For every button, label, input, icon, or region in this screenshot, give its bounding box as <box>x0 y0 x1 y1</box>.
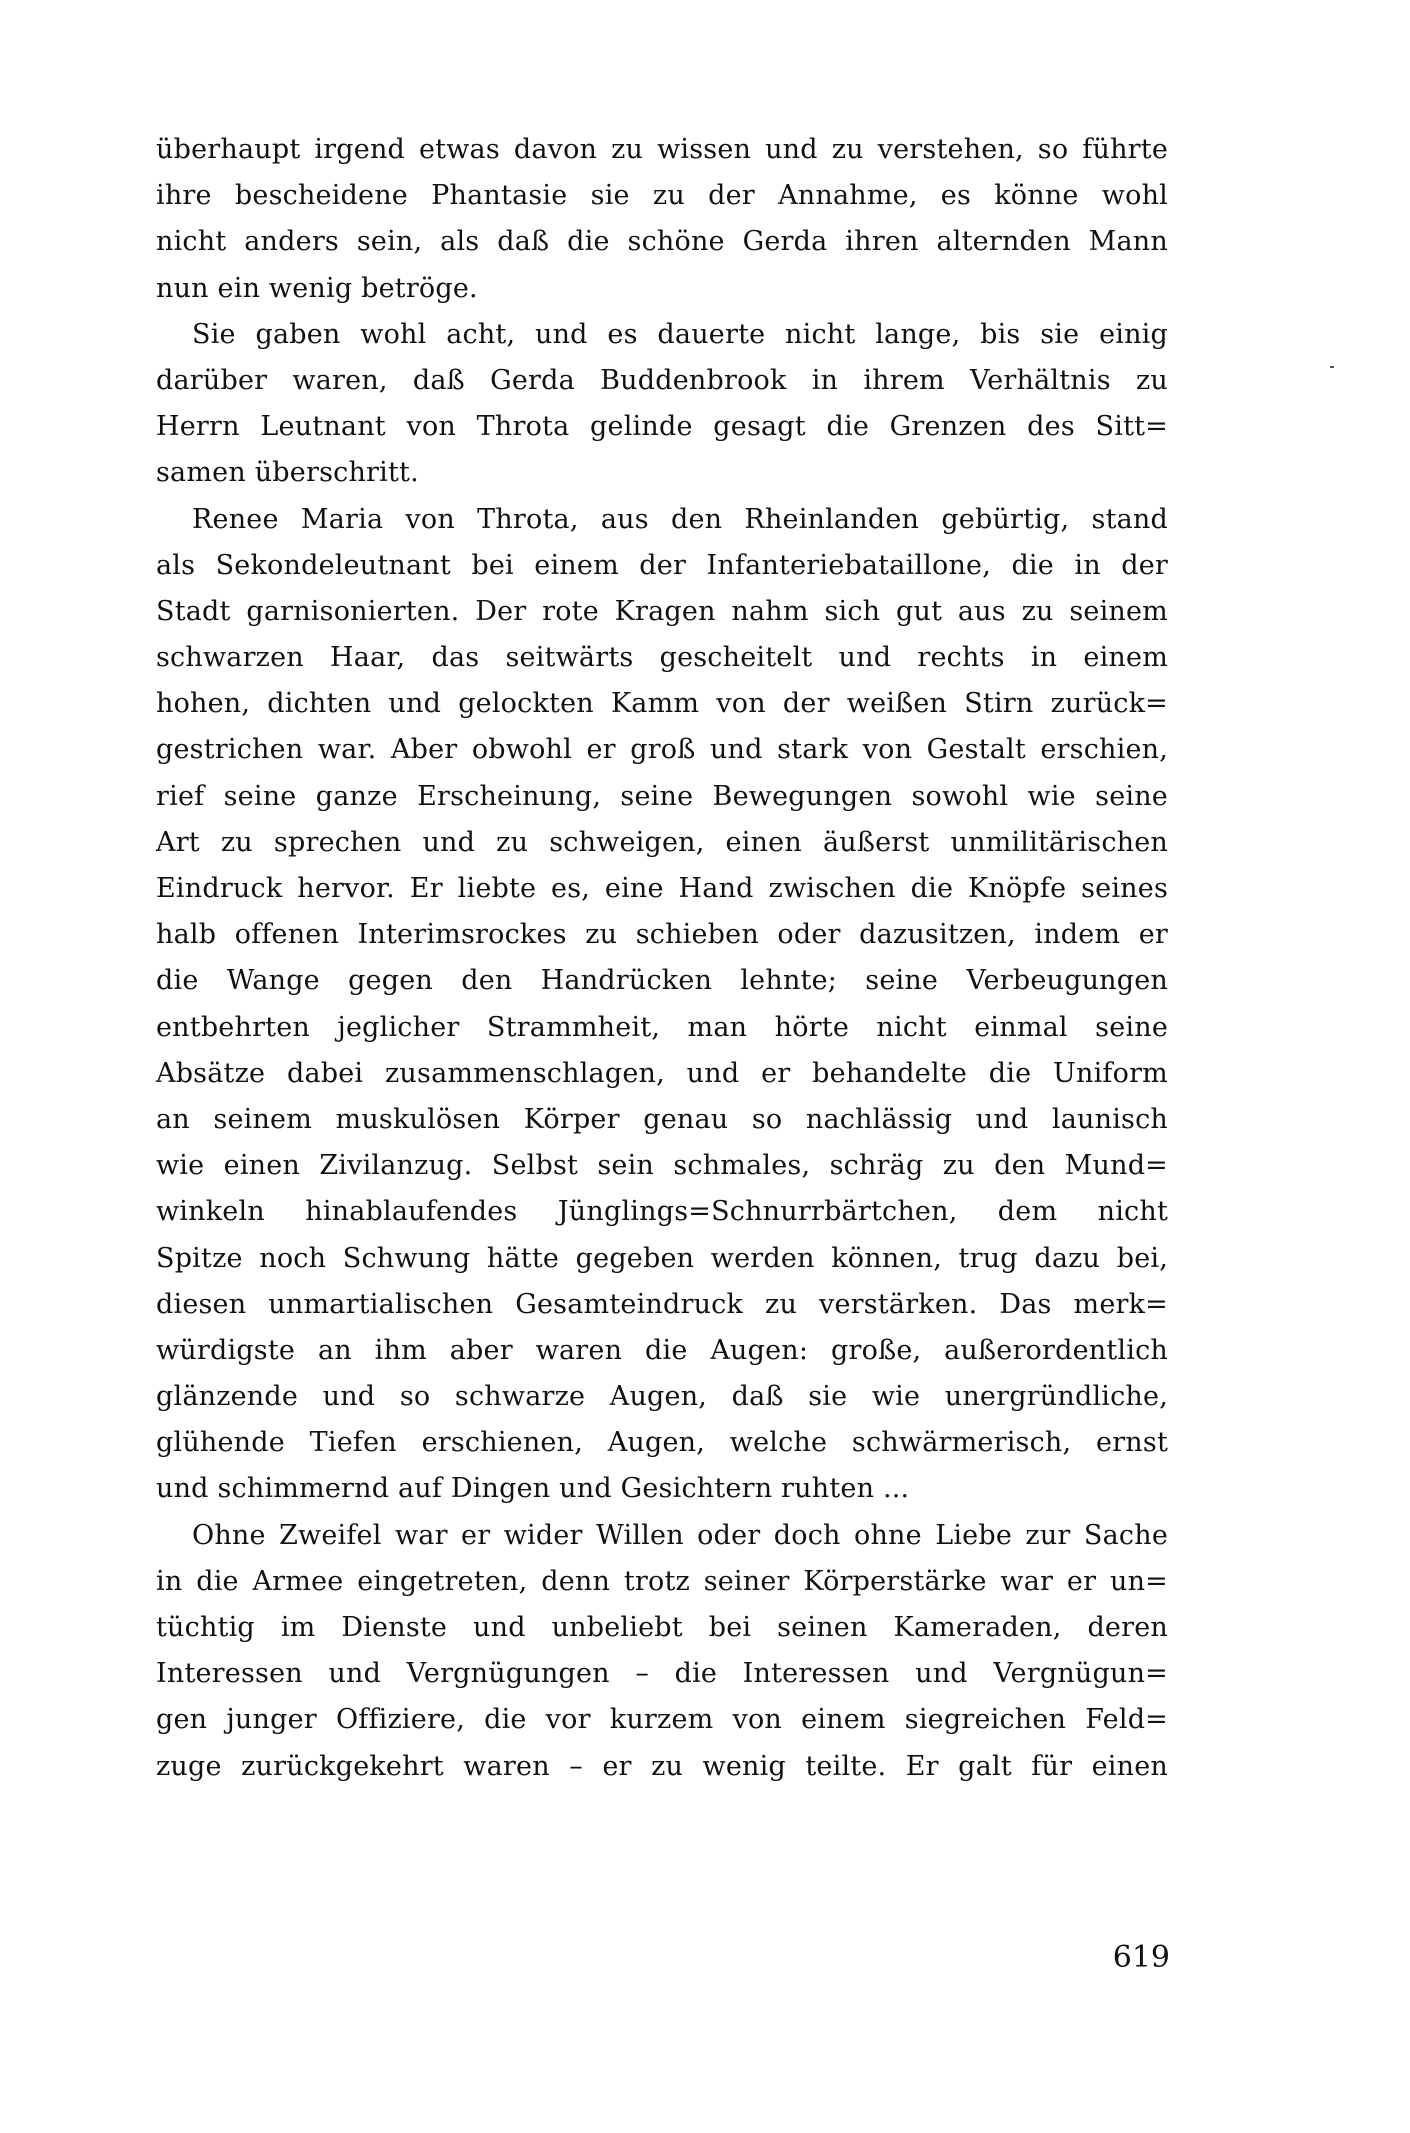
text-line: entbehrten jeglicher Strammheit, man hörte nicht einmal seine <box>156 1011 1168 1043</box>
text-line: gen junger Offiziere, die vor kurzem von einem siegreichen Feld= <box>156 1704 1168 1736</box>
text-line: Interessen und Vergnügungen – die Interessen und Vergnügun= <box>156 1658 1168 1690</box>
text-line: samen überschritt. <box>156 457 419 489</box>
paragraph-start-line: Ohne Zweifel war er wider Willen oder doch ohne Liebe zur Sache <box>192 1519 1168 1551</box>
text-line: würdigste an ihm aber waren die Augen: große, außerordentlich <box>156 1334 1168 1366</box>
text-line: Stadt garnisonierten. Der rote Kragen nahm sich gut aus zu seinem <box>156 595 1168 627</box>
paragraph-start-line: Renee Maria von Throta, aus den Rheinlanden gebürtig, stand <box>192 503 1168 535</box>
text-line: glänzende und so schwarze Augen, daß sie wie unergründliche, <box>156 1381 1168 1413</box>
text-line: Absätze dabei zusammenschlagen, und er behandelte die Uniform <box>156 1057 1168 1089</box>
text-line: Art zu sprechen und zu schweigen, einen äußerst unmilitärischen <box>156 826 1168 858</box>
text-line: hohen, dichten und gelockten Kamm von der weißen Stirn zurück= <box>156 688 1168 720</box>
text-line: Herrn Leutnant von Throta gelinde gesagt die Grenzen des Sitt= <box>156 411 1168 443</box>
paragraph-start-line: Sie gaben wohl acht, und es dauerte nicht lange, bis sie einig <box>192 318 1168 350</box>
text-line: nun ein wenig betröge. <box>156 272 478 304</box>
text-line: und schimmernd auf Dingen und Gesichtern ruhten ... <box>156 1473 910 1505</box>
text-line: an seinem muskulösen Körper genau so nachlässig und launisch <box>156 1103 1168 1135</box>
text-line: gestrichen war. Aber obwohl er groß und stark von Gestalt erschien, <box>156 734 1168 766</box>
text-line: winkeln hinablaufendes Jünglings=Schnurrbärtchen, dem nicht <box>156 1196 1168 1228</box>
text-line: tüchtig im Dienste und unbeliebt bei seinen Kameraden, deren <box>156 1612 1168 1643</box>
body-text <box>156 127 1168 1790</box>
text-line: Spitze noch Schwung hätte gegeben werden können, trug dazu bei, <box>156 1242 1168 1274</box>
text-line: in die Armee eingetreten, denn trotz seiner Körperstärke war er un= <box>156 1565 1168 1597</box>
text-line: glühende Tiefen erschienen, Augen, welche schwärmerisch, ernst <box>156 1427 1168 1459</box>
text-line: zuge zurückgekehrt waren – er zu wenig teilte. Er galt für einen <box>156 1750 1168 1782</box>
text-line: die Wange gegen den Handrücken lehnte; seine Verbeugungen <box>156 965 1168 997</box>
text-line: überhaupt irgend etwas davon zu wissen und zu verstehen, so führte <box>156 134 1168 165</box>
paper-speck <box>1330 366 1334 368</box>
text-line: diesen unmartialischen Gesamteindruck zu verstärken. Das merk= <box>156 1288 1168 1320</box>
text-line: halb offenen Interimsrockes zu schieben oder dazusitzen, indem er <box>156 919 1168 951</box>
text-line: Eindruck hervor. Er liebte es, eine Hand zwischen die Knöpfe seines <box>156 873 1168 904</box>
text-line: schwarzen Haar, das seitwärts gescheitelt und rechts in einem <box>156 642 1168 674</box>
text-line: wie einen Zivilanzug. Selbst sein schmales, schräg zu den Mund= <box>156 1150 1168 1182</box>
text-line: darüber waren, daß Gerda Buddenbrook in ihrem Verhältnis zu <box>156 364 1168 396</box>
text-line: rief seine ganze Erscheinung, seine Bewegungen sowohl wie seine <box>156 780 1168 812</box>
text-line: ihre bescheidene Phantasie sie zu der Annahme, es könne wohl <box>156 180 1168 212</box>
page-number: 619 <box>1112 1940 1170 1975</box>
text-line: als Sekondeleutnant bei einem der Infanteriebataillone, die in der <box>156 549 1168 581</box>
text-line: nicht anders sein, als daß die schöne Gerda ihren alternden Mann <box>156 226 1168 258</box>
